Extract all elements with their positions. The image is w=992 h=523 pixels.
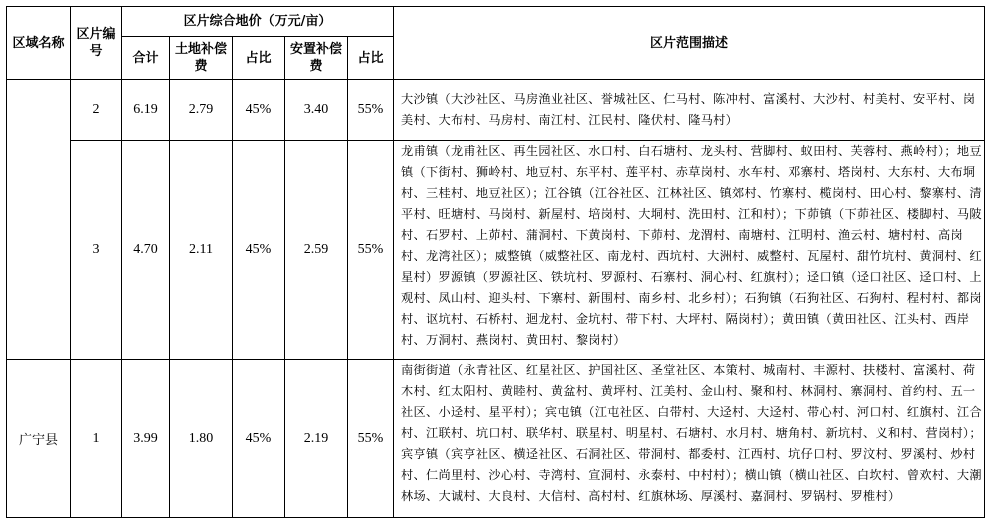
- resettle-comp-cell: 3.40: [285, 80, 348, 141]
- header-ratio-2: 占比: [348, 37, 394, 80]
- land-comp-cell: 2.79: [170, 80, 233, 141]
- land-comp-cell: 1.80: [170, 360, 233, 518]
- header-composite-price: 区片综合地价（万元/亩）: [122, 7, 394, 37]
- land-price-table: [6, 6, 985, 518]
- resettle-comp-cell: 2.19: [285, 360, 348, 518]
- scope-cell: 龙甫镇（龙甫社区、再生园社区、水口村、白石塘村、龙头村、营脚村、蚁田村、芙蓉村、燕岭村）；地豆镇（下街村、狮岭村、地豆村、东平村、莲平村、赤草岗村、水车村、邓寨村、塔岗村、大东村、大布垌村、三桂村、地豆社区）；江谷镇（江谷社区、江林社区、镇郊村、竹寨村、榄岗村、田心村、黎寨村、清平村、旺塘村、马岗村、新屋村、培岗村、大垌村、洗田村、江和村）；下茆镇（下茆社区、楼脚村、马陂村、石罗村、上茆村、蒲洞村、下黄岗村、下茆村、龙渭村、南塘村、江明村、渔云村、塘村村、高岗村、龙湾社区）；威整镇（威整社区、南龙村、西坑村、大洲村、威整村、瓦屋村、甜竹坑村、黄洞村、红星村）罗源镇（罗源社区、铁坑村、罗源村、石寨村、洞心村、红旗村）；迳口镇（迳口社区、迳口村、上观村、凤山村、迎头村、下寨村、新围村、南乡村、北乡村）；石狗镇（石狗社区、石狗村、程村村、都岗村、讴坑村、石桥村、迴龙村、金坑村、带下村、大坪村、隔岗村）；黄田镇（黄田社区、江头村、西岸村、万洞村、燕岗村、黄田村、黎岗村）: [394, 141, 985, 360]
- ratio-cell: 55%: [348, 360, 394, 518]
- scope-cell: 大沙镇（大沙社区、马房渔业社区、誉城社区、仁马村、陈冲村、富溪村、大沙村、村美村、安平村、岗美村、大布村、马房村、南江村、江民村、隆伏村、隆马村）: [394, 80, 985, 141]
- header-total: 合计: [122, 37, 170, 80]
- total-cell: 4.70: [122, 141, 170, 360]
- total-cell: 3.99: [122, 360, 170, 518]
- region-cell: 广宁县: [7, 360, 71, 518]
- table-row: [7, 141, 985, 360]
- ratio-cell: 55%: [348, 141, 394, 360]
- header-ratio-1: 占比: [233, 37, 285, 80]
- header-resettle-comp: 安置补偿费: [285, 37, 348, 80]
- table-row: [7, 80, 985, 141]
- ratio-cell: 45%: [233, 80, 285, 141]
- ratio-cell: 55%: [348, 80, 394, 141]
- table-row: [7, 360, 985, 518]
- scope-cell: 南街街道（永青社区、红星社区、护国社区、圣堂社区、本策村、城南村、丰源村、扶楼村、富溪村、荷木村、红太阳村、黄睦村、黄盆村、黄坪村、江美村、金山村、聚和村、林洞村、寨洞村、首约村、五一社区、小迳村、星平村）；宾屯镇（江屯社区、白带村、大迳村、大迳村、带心村、河口村、红旗村、江合村、江联村、坑口村、联华村、联星村、明星村、石塘村、水月村、塘角村、新坑村、义和村、营岗村）；宾亨镇（宾亨社区、横迳社区、石洞社区、带洞村、都委村、江西村、坑仔口村、罗汶村、罗溪村、炒村村、仁尚里村、沙心村、寺湾村、宣洞村、永泰村、中村村）；横山镇（横山社区、白坎村、曾欢村、大潮林场、大诚村、大良村、大信村、高村村、红旗林场、厚溪村、嘉洞村、罗锅村、罗椎村）: [394, 360, 985, 518]
- region-cell: [7, 80, 71, 360]
- zone-no-cell: 3: [71, 141, 122, 360]
- header-land-comp: 土地补偿费: [170, 37, 233, 80]
- total-cell: 6.19: [122, 80, 170, 141]
- header-row: [7, 7, 985, 37]
- ratio-cell: 45%: [233, 141, 285, 360]
- zone-no-cell: 1: [71, 360, 122, 518]
- ratio-cell: 45%: [233, 360, 285, 518]
- resettle-comp-cell: 2.59: [285, 141, 348, 360]
- header-region: 区域名称: [7, 7, 71, 80]
- header-zone-no: 区片编号: [71, 7, 122, 80]
- header-scope: 区片范围描述: [394, 7, 985, 80]
- zone-no-cell: 2: [71, 80, 122, 141]
- land-comp-cell: 2.11: [170, 141, 233, 360]
